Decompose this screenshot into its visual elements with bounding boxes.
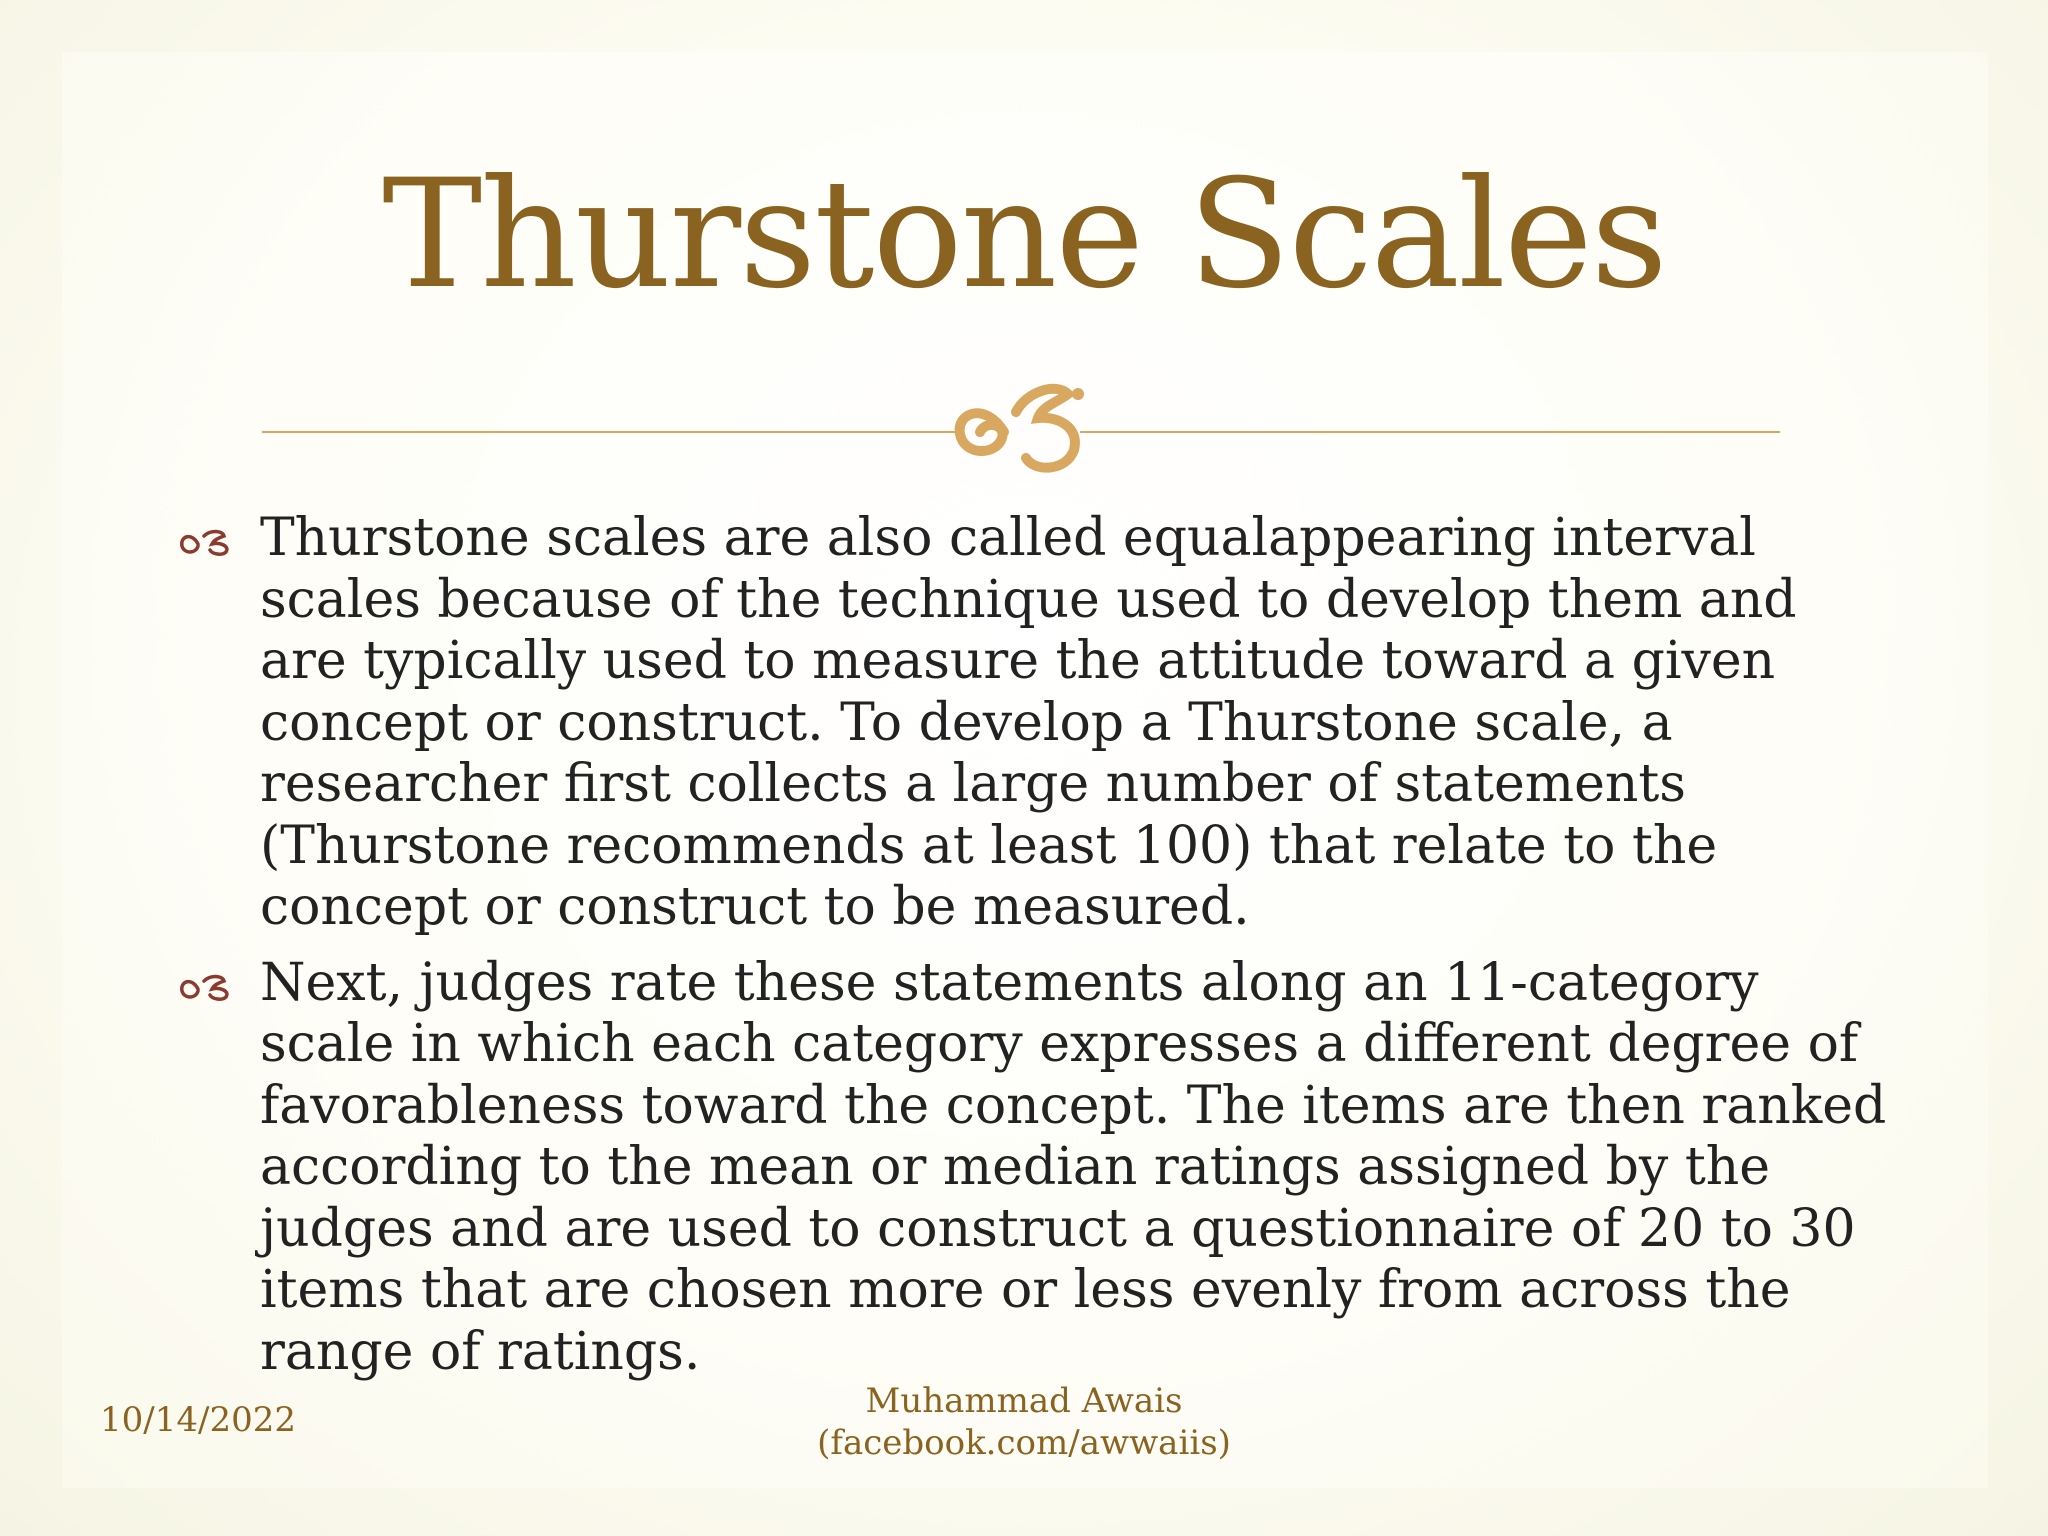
slide-title: Thurstone Scales [382, 148, 1666, 322]
curl-ornament-icon [178, 971, 234, 1001]
curl-ornament-icon [178, 526, 234, 556]
bullet-item-1 [170, 508, 1890, 939]
bullet-text-2: Next, judges rate these statements along an 11-category scale in which each category expresses a different degree of favorableness toward the concept. The items are then ranked according to the mean or median ratings assigned by the judges and are used to construct a questionnaire of 20 to 30 items that are chosen more or less evenly from across the range of ratings. [260, 952, 1887, 1382]
bullet-text-1: Thurstone scales are also called equalappearing interval scales because of the technique used to develop them and are typically used to measure the attitude toward a given concept or construct. To develop a Thurstone scale, a researcher first collects a large number of statements (Thurstone recommends at least 100) that relate to the concept or construct to be measured. [260, 508, 1797, 937]
footer-author [724, 1380, 1324, 1464]
footer-date: 10/14/2022 [100, 1400, 296, 1440]
flourish-ornament-icon [946, 372, 1106, 482]
bullet-list [170, 508, 1890, 1397]
author-name: Muhammad Awais [865, 1381, 1183, 1421]
bullet-item-2 [170, 953, 1890, 1384]
author-link: (facebook.com/awwaiis) [817, 1423, 1231, 1463]
divider-line-right [1080, 431, 1780, 433]
divider-line-left [262, 431, 962, 433]
